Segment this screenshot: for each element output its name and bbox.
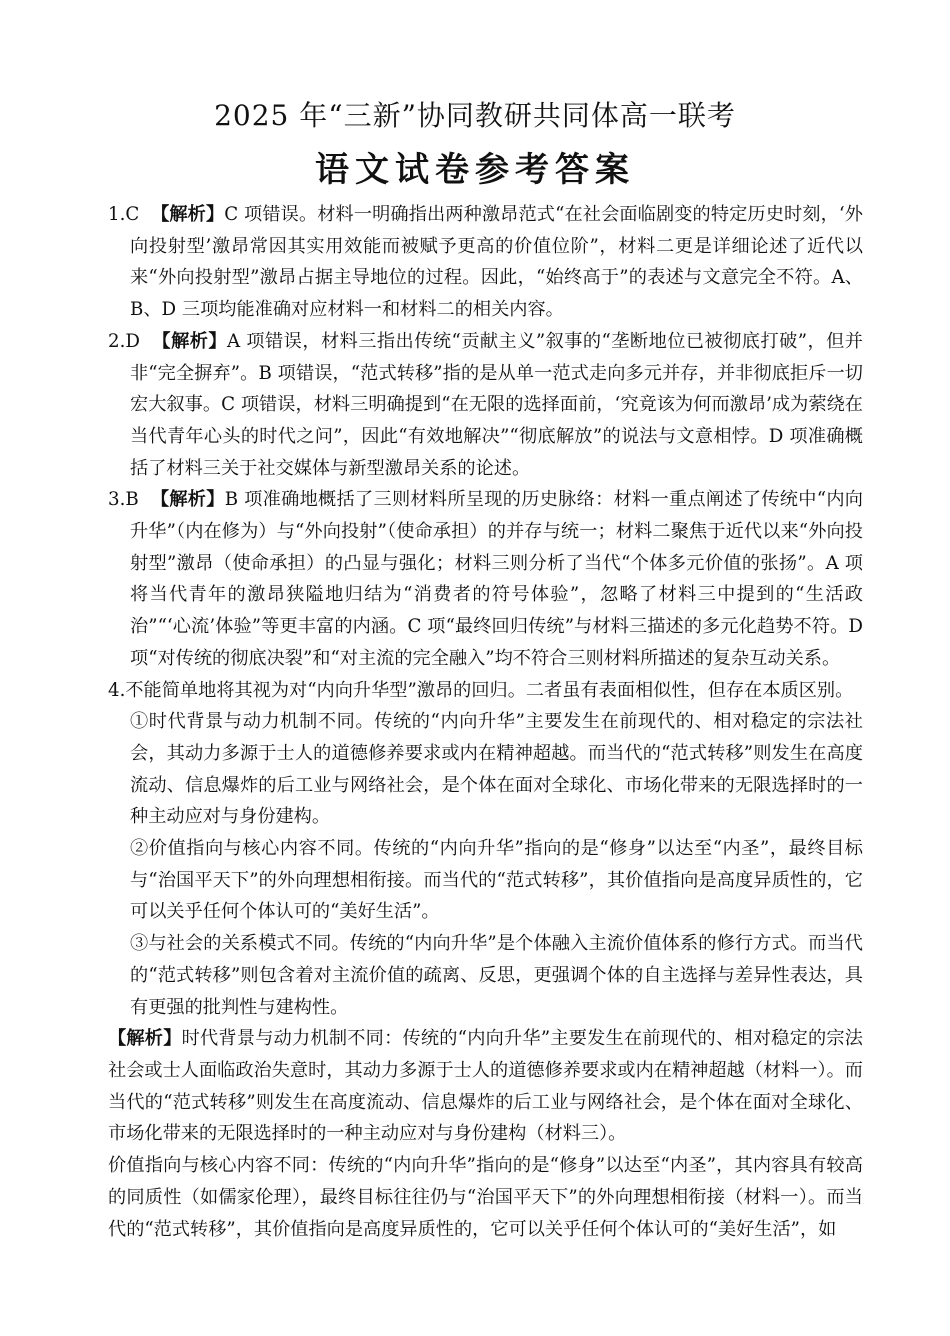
analysis-tag: 【解析】 <box>108 1028 182 1050</box>
analysis-paragraph-1 <box>108 1023 863 1150</box>
answer-point-3: ③与社会的关系模式不同。传统的“内向升华”是个体融入主流价值体系的修行方式。而当代的“范式转移”则包含着对主流价值的疏离、反思，更强调个体的自主选择与差异性表达，具有更强的批判性与建构性。 <box>130 933 863 1018</box>
answer-text: A 项错误，材料三指出传统“贡献主义”叙事的“垄断地位已被彻底打破”，但并非“完全摒弃”。B 项错误，“范式转移”指的是从单一范式走向多元并存，并非彻底拒斥一切宏大叙事。C 项错误，材料三明确提到“在无限的选择面前，‘究竟该为何而激昂’成为萦绕在当代青年心头的时代之问”，因此“有效地解决”“彻底解放”的说法与文意相悖。D 项准确概括了材料三关于社交媒体与新型激昂关系的论述。 <box>130 330 863 479</box>
answer-point-1: ①时代背景与动力机制不同。传统的“内向升华”主要发生在前现代的、相对稳定的宗法社会，其动力多源于士人的道德修养要求或内在精神超越。而当代的“范式转移”则发生在高度流动、信息爆炸的后工业与网络社会，是个体在面对全球化、市场化带来的无限选择时的一种主动应对与身份建构。 <box>130 711 863 828</box>
question-number: 4. <box>108 679 126 701</box>
question-number: 3.B <box>108 489 139 511</box>
answer-text: 不能简单地将其视为对“内向升华型”激昂的回归。二者虽有表面相似性，但存在本质区别。 <box>125 679 854 701</box>
answer-text: B 项准确地概括了三则材料所呈现的历史脉络：材料一重点阐述了传统中“内向升华”（内在修为）与“外向投射”（使命承担）的并存与统一；材料二聚焦于近代以来“外向投射型”激昂（使命承担）的凸显与强化；材料三则分析了当代“个体多元价值的张扬”。A 项将当代青年的激昂狭隘地归结为“消费者的符号体验”，忽略了材料三中提到的“生活政治”“‘心流’体验”等更丰富的内涵。C 项“最终回归传统”与材料三描述的多元化趋势不符。D 项“对传统的彻底决裂”和“对主流的完全融入”均不符合三则材料所描述的复杂互动关系。 <box>130 489 863 669</box>
analysis-paragraph-2: 价值指向与核心内容不同：传统的“内向升华”指向的是“修身”以达至“内圣”，其内容具有较高的同质性（如儒家伦理），最终目标往往仍与“治国平天下”的外向理想相衔接（材料一）。而当代的“范式转移”，其价值指向是高度异质性的，它可以关乎任何个体认可的“美好生活”，如 <box>108 1155 863 1240</box>
document-title: 语文试卷参考答案 <box>315 150 635 190</box>
answer-item-3 <box>108 484 863 674</box>
answer-point-2: ②价值指向与核心内容不同。传统的“内向升华”指向的是“修身”以达至“内圣”，最终目标与“治国平天下”的外向理想相衔接。而当代的“范式转移”，其价值指向是高度异质性的，它可以关乎任何个体认可的“美好生活”。 <box>130 838 863 923</box>
answer-item-2 <box>108 326 863 485</box>
answer-item-4 <box>108 675 863 707</box>
analysis-tag: 【解析】 <box>151 204 225 225</box>
analysis-tag: 【解析】 <box>150 489 225 511</box>
answer-item-1 <box>108 199 863 326</box>
answer-content <box>108 199 863 1245</box>
exam-title: 2025 年“三新”协同教研共同体高一联考 <box>214 99 736 132</box>
answer-text: C 项错误。材料一明确指出两种激昂范式“在社会面临剧变的特定历史时刻，‘外向投射型’激昂常因其实用效能而被赋予更高的价值位阶”，材料二更是详细论述了近代以来“外向投射型”激昂占据主导地位的过程。因此，“始终高于”的表述与文意完全不符。A、B、D 三项均能准确对应材料一和材料二的相关内容。 <box>130 204 863 321</box>
question-number: 2.D <box>108 330 140 352</box>
analysis-tag: 【解析】 <box>152 330 228 352</box>
analysis-text: 时代背景与动力机制不同：传统的“内向升华”主要发生在前现代的、相对稳定的宗法社会或士人面临政治失意时，其动力多源于士人的道德修养要求或内在精神超越（材料一）。而当代的“范式转移”则发生在高度流动、信息爆炸的后工业与网络社会，是个体在面对全球化、市场化带来的无限选择时的一种主动应对与身份建构（材料三）。 <box>108 1028 863 1145</box>
question-number: 1.C <box>108 204 140 225</box>
